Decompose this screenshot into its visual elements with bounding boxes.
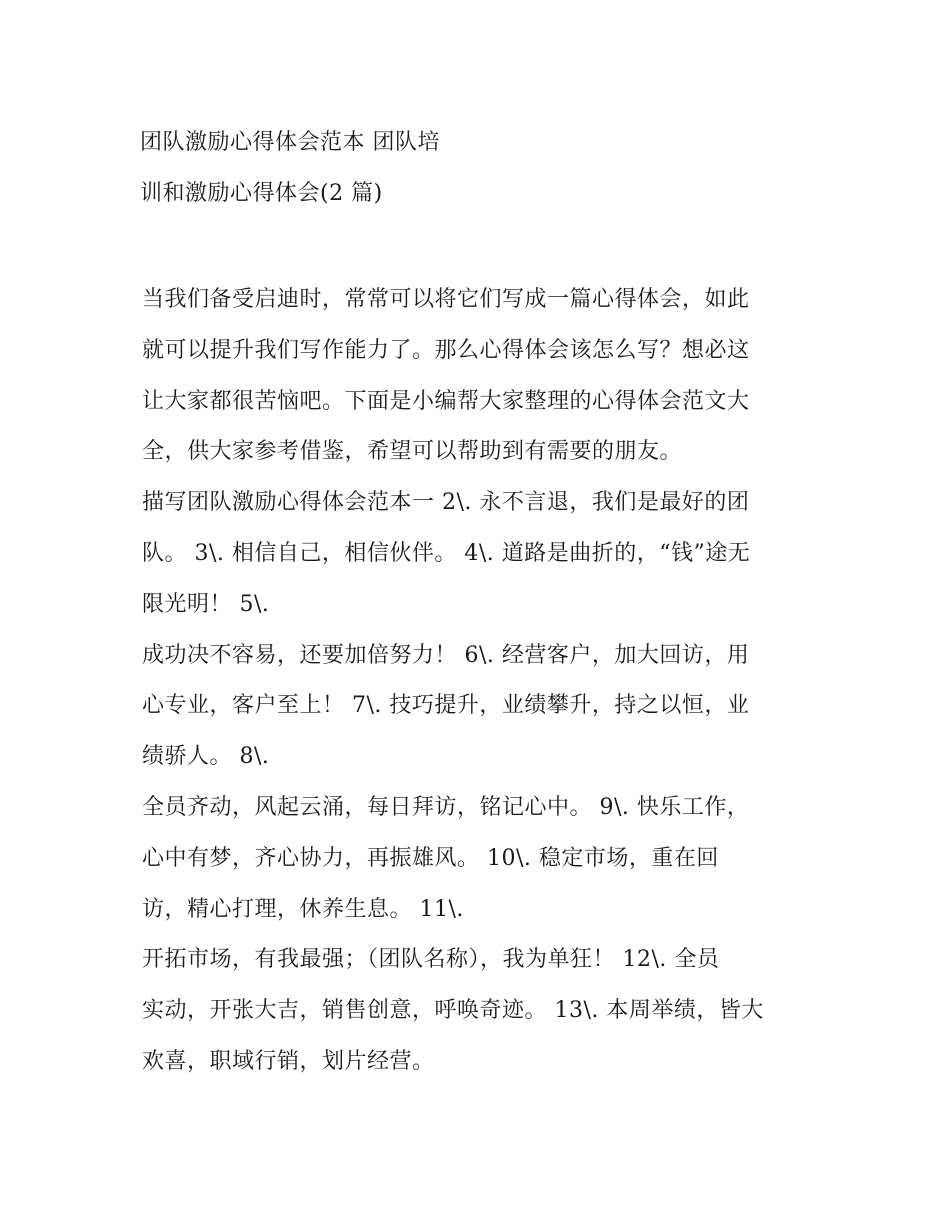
document-title	[140, 118, 820, 220]
text-line: 心中有梦，齐心协力，再振雄风。 10\. 稳定市场，重在回	[142, 845, 719, 871]
text-line: 实动，开张大吉，销售创意，呼唤奇迹。 13\. 本周举绩，皆大	[142, 998, 764, 1024]
text-line: 限光明！ 5\.	[142, 591, 270, 617]
title-line: 训和激励心得体会(2 篇)	[140, 180, 383, 206]
text-line: 成功决不容易，还要加倍努力！ 6\. 经营客户，加大回访，用	[142, 642, 750, 668]
paragraph	[142, 631, 822, 783]
text-line: 绩骄人。 8\.	[142, 744, 270, 770]
title-line: 团队激励心得体会范本 团队培	[140, 130, 440, 155]
text-line: 欢喜，职域行销，划片经营。	[142, 1048, 435, 1074]
paragraph	[142, 935, 822, 1087]
text-line: 就可以提升我们写作能力了。那么心得体会该怎么写？想必这	[142, 337, 750, 363]
paragraph-intro	[142, 275, 822, 478]
paragraph	[142, 783, 822, 935]
text-line: 描写团队激励心得体会范本一 2\. 永不言退，我们是最好的团	[142, 490, 750, 516]
text-line: 队。 3\. 相信自己，相信伙伴。 4\. 道路是曲折的，“钱”途无	[142, 540, 751, 566]
text-line: 心专业，客户至上！ 7\. 技巧提升，业绩攀升，持之以恒，业	[142, 693, 750, 719]
document-body	[142, 275, 822, 1088]
text-line: 访，精心打理，休养生息。 11\.	[142, 896, 464, 922]
text-line: 全，供大家参考借鉴，希望可以帮助到有需要的朋友。	[142, 439, 683, 465]
text-line: 全员齐动，风起云涌，每日拜访，铭记心中。 9\. 快乐工作，	[142, 794, 750, 820]
text-line: 当我们备受启迪时，常常可以将它们写成一篇心得体会，如此	[142, 287, 750, 312]
text-line: 让大家都很苦恼吧。下面是小编帮大家整理的心得体会范文大	[142, 388, 750, 414]
paragraph	[142, 478, 822, 630]
text-line: 开拓市场，有我最强；（团队名称），我为单狂！ 12\. 全员	[142, 947, 720, 973]
